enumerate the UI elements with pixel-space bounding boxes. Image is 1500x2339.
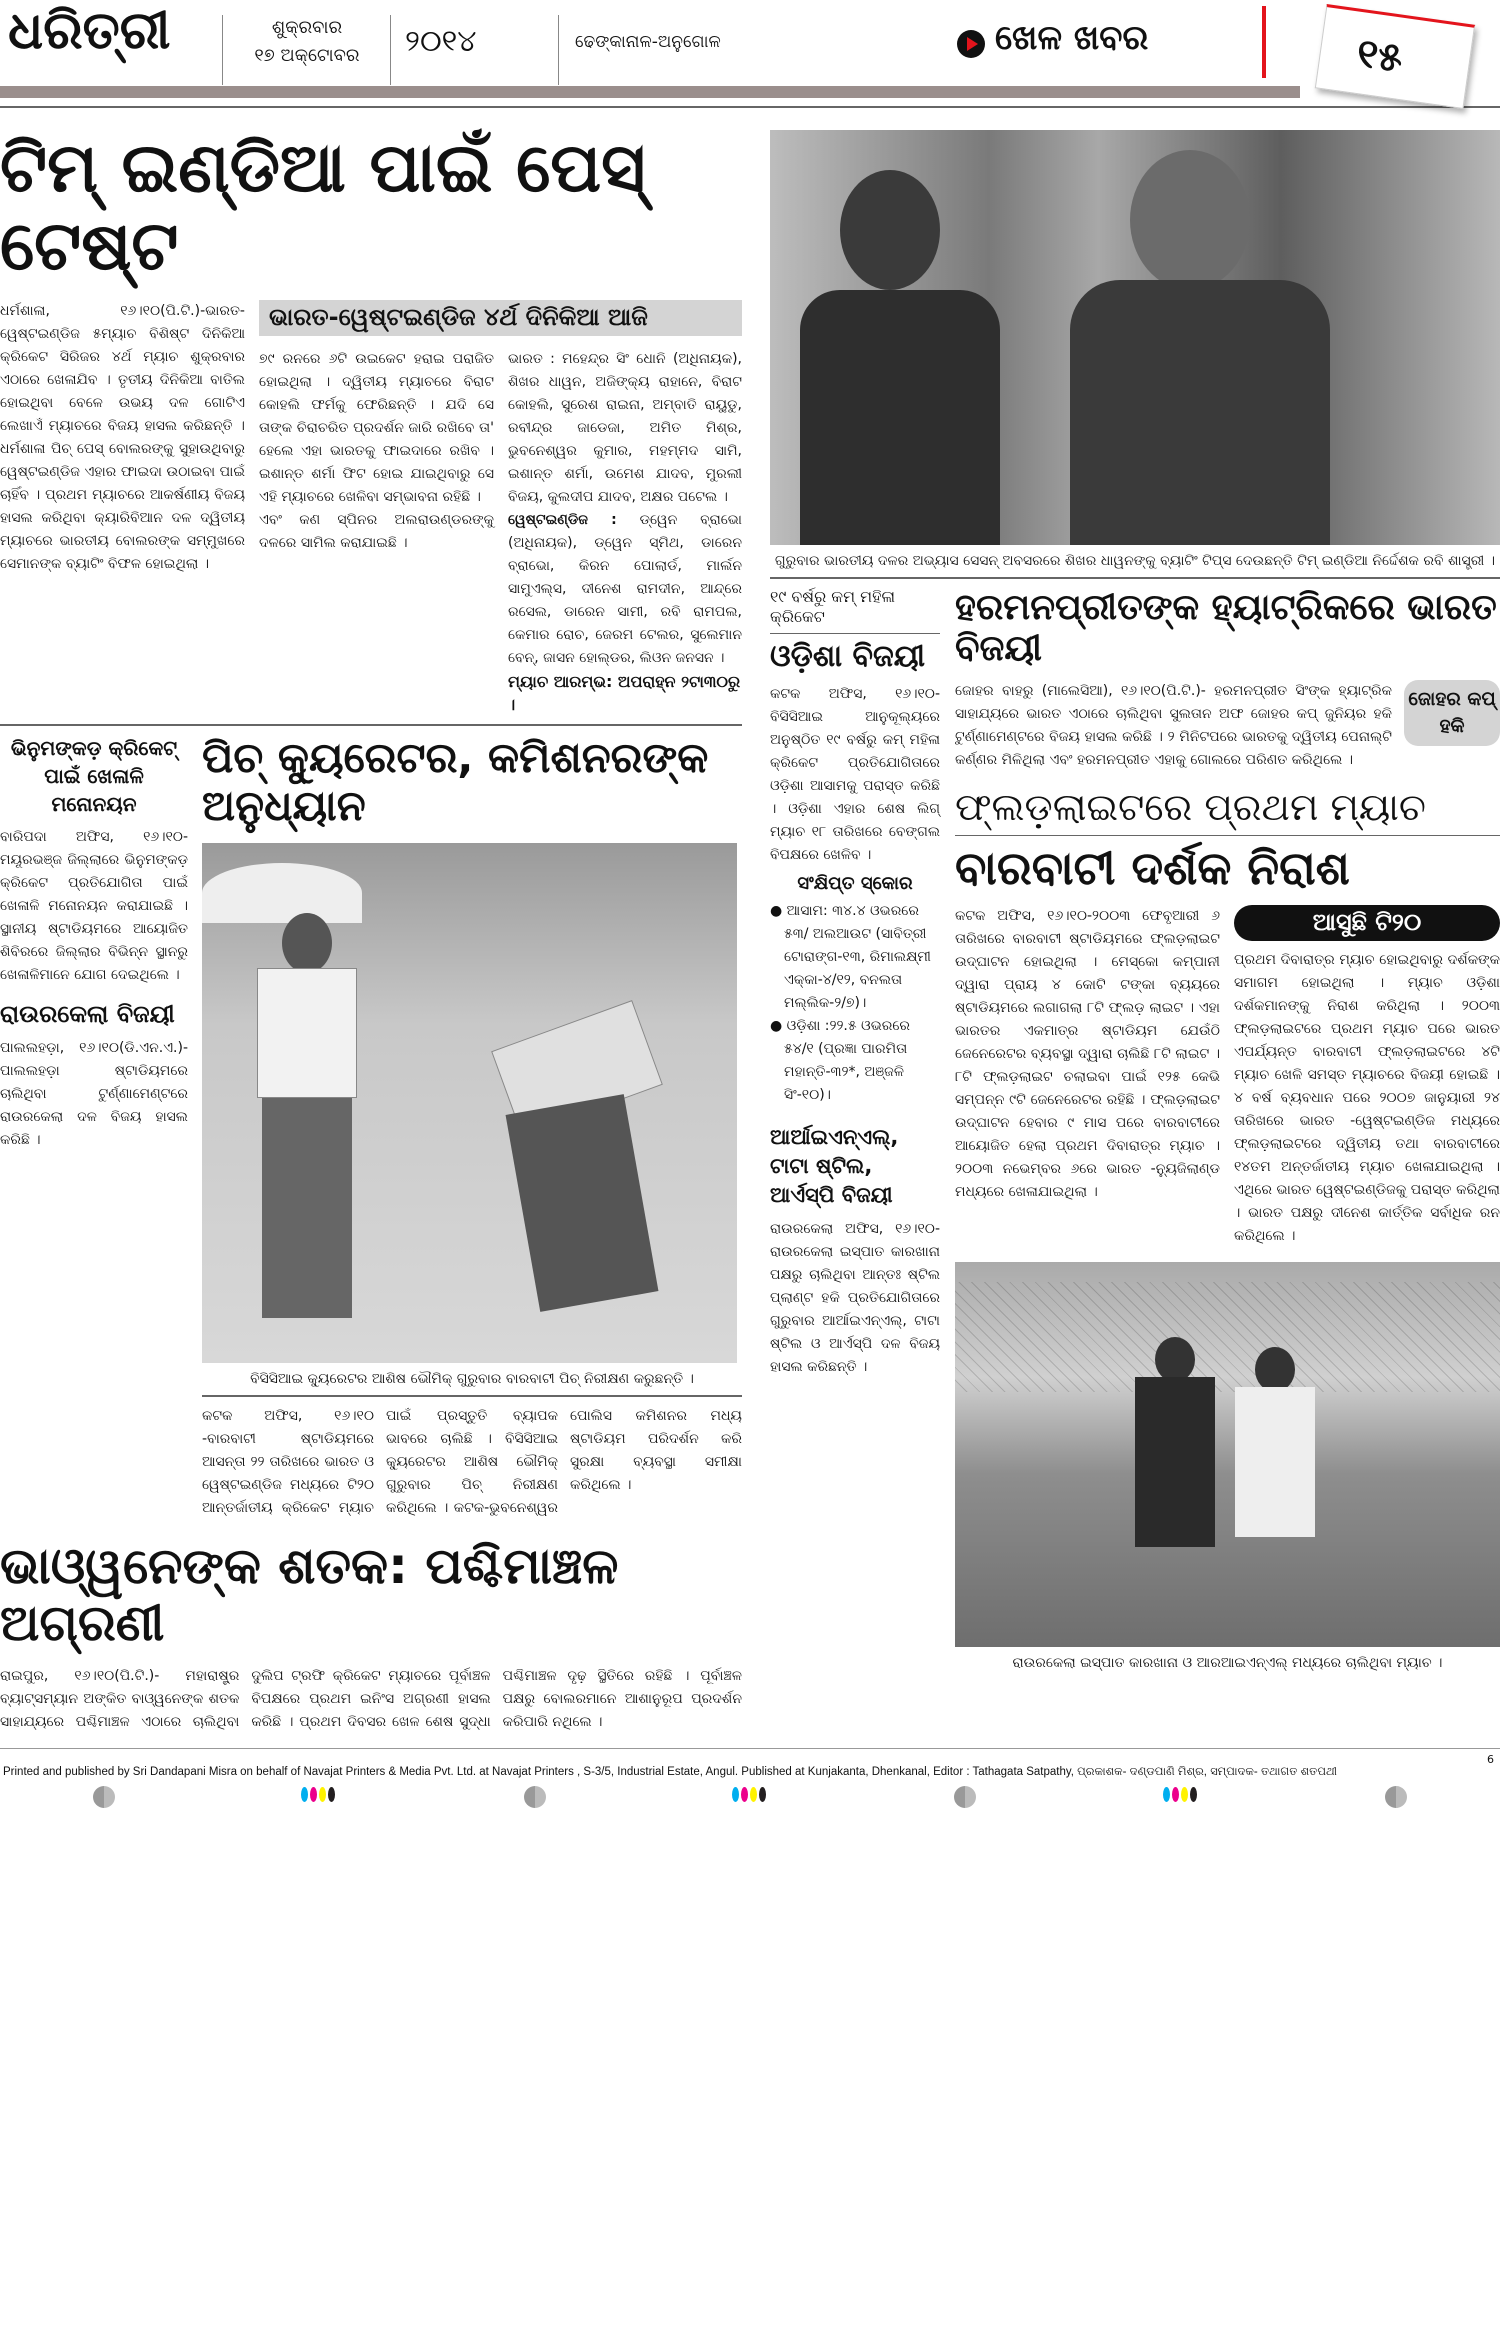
masthead-logo: ଧରିତ୍ରୀ xyxy=(8,0,171,61)
rourkela-text: ପାଲଲହଡ଼ା, ୧୬।୧୦(ଡି.ଏନ.ଏ.)- ପାଲଲହଡ଼ା ଷ୍ଟାଡିୟମରେ ଚାଲିଥିବା ଟୁର୍ଣ୍ଣାମେଣ୍ଟରେ ରାଉରକେଲା ଦଳ ବିଜୟ ହାସଲ କରିଛି । xyxy=(0,1039,188,1148)
harman-headline: ହରମନପ୍ରୀତଙ୍କ ହ୍ୟାଟ୍ରିକରେ ଭାରତ ବିଜୟୀ xyxy=(955,587,1497,670)
right-wide-col xyxy=(955,587,1500,1679)
odisha-text: କଟକ ଅଫିସ, ୧୬।୧୦- ବିସିସିଆଇ ଆନୁକୂଲ୍ୟରେ ଅନୁଷ୍ଠିତ ୧୯ ବର୍ଷରୁ କମ୍ ମହିଳା କ୍ରିକେଟ ପ୍ରତିଯୋଗିତାରେ ଓଡ଼ିଶା ଆସାମକୁ ପରାସ୍ତ କରିଛି । ଓଡ଼ିଶା ଏହାର ଶେଷ ଲିଗ୍ ମ୍ୟାଚ ୧୮ ତାରିଖରେ ବେଙ୍ଗଲ ବିପକ୍ଷରେ ଖେଳିବ । xyxy=(770,685,940,863)
lead-subhead: ଭାରତ-ୱେଷ୍ଟଇଣ୍ଡିଜ ୪ର୍ଥ ଦିନିକିଆ ଆଜି xyxy=(259,300,742,336)
t20-badge: ଆସୁଛି ଟି୨୦ xyxy=(1234,905,1500,941)
divider xyxy=(558,15,559,85)
odisha-kicker: ୧୯ ବର୍ଷରୁ କମ୍ ମହିଳା କ୍ରିକେଟ xyxy=(770,587,896,626)
match-time: ମ୍ୟାଚ ଆରମ୍ଭ: ଅପରାହ୍ନ ୨ଟା୩୦ରୁ । xyxy=(508,671,741,714)
imprint: Printed and published by Sri Dandapani Misra on behalf of Navajat Printers & Media Pvt. Ltd. at Navajat Printers , S-3/5, Industrial Estate, Angul. Published at Kunjakanta, Dhenkanal, Editor : Tathagata Satpathy, ପ୍ରକାଶକ- ଦଣ୍ଡପାଣି ମିଶ୍ର, ସମ୍ପାଦକ- ତଥାଗତ ଶତପଥୀ xyxy=(3,1765,1338,1778)
page-number: ୧୫ xyxy=(1353,29,1406,82)
registration-mark xyxy=(524,1786,546,1808)
right-row xyxy=(770,587,1500,1679)
left-half xyxy=(0,130,742,1734)
photo-curator xyxy=(202,843,737,1363)
pitch-story xyxy=(202,734,742,1520)
color-bar xyxy=(301,1787,337,1806)
divider xyxy=(222,15,223,85)
score-item: ● ଆସାମ: ୩୪.୪ ଓଭରରେ ୫୩/ ଅଲଆଉଟ (ସାବିତ୍ରୀ ଟୋରାଙ୍ଗ-୧୩, ରିମାଲକ୍ଷ୍ମୀ ଏକ୍କା-୪/୧୨, ବନଲତା ମଲ୍ଲିକ-୨/୭)। xyxy=(770,902,931,1011)
masthead xyxy=(0,0,1500,118)
lead-right xyxy=(259,300,742,716)
rule xyxy=(202,1395,742,1397)
lead-col3 xyxy=(508,348,742,716)
date: ୧୭ ଅକ୍ଟୋବର xyxy=(254,45,360,66)
harman-text: ଜୋହର ବାହରୁ (ମାଲେସିଆ), ୧୬।୧୦(ପି.ଟି.)- ହରମନପ୍ରୀତ ସିଂଙ୍କ ହ୍ୟାଟ୍ରିକ ସାହାଯ୍ୟରେ ଭାରତ ଏଠାରେ ଚାଲିଥିବା ସୁଲତାନ ଅଫ ଜୋହର କପ୍ ଜୁନିୟର ହକି ଟୁର୍ଣ୍ଣାମେଣ୍ଟରେ ବିଜୟ ହାସଲ କରିଛି । ୨ ମିନିଟପରେ ଭାରତକୁ ଦ୍ୱିତୀୟ ପେନାଲ୍ଟି କର୍ଣ୍ଣର ମିଳିଥିଲା ଏବଂ ହରମନପ୍ରୀତ ଏହାକୁ ଗୋଲରେ ପରିଣତ କରିଥିଲେ । xyxy=(955,682,1392,768)
photo-hockey xyxy=(955,1262,1500,1647)
registration-mark xyxy=(93,1786,115,1808)
score-title: ସଂକ୍ଷିପ୍ତ ସ୍କୋର xyxy=(797,872,913,894)
score-text: ଓଡ଼ିଶା :୨୨.୫ ଓଭରରେ ୫୪/୧ (ପ୍ରଜ୍ଞା ପାରମିତା ମହାନ୍ତି-୩୨*, ଅଞ୍ଜଳି ସିଂ-୧୦)। xyxy=(784,1017,910,1103)
score-text: ଆସାମ: ୩୪.୪ ଓଭରରେ ୫୩/ ଅଲଆଉଟ (ସାବିତ୍ରୀ ଟୋରାଙ୍ଗ-୧୩, ରିମାଲକ୍ଷ୍ମୀ ଏକ୍କା-୪/୧୨, ବନଲତା ମଲ୍ଲିକ-୨/୭)। xyxy=(784,902,931,1011)
india-squad: ଭାରତ : ମହେନ୍ଦ୍ର ସିଂ ଧୋନି (ଅଧିନାୟକ), ଶିଖର ଧାୱନ, ଅଜିଙ୍କ୍ୟ ରାହାନେ, ବିରାଟ କୋହଲି, ସୁରେଶ ରାଇନା, ଅମ୍ବାତି ରାୟୁଡୁ, ରବୀନ୍ଦ୍ର ଜାଡେଜା, ଅମିତ ମିଶ୍ର, ଭୁବନେଶ୍ୱର କୁମାର, ମହମ୍ମଦ ସାମି, ଇଶାନ୍ତ ଶର୍ମା, ଉମେଶ ଯାଦବ, ମୁରଲୀ ବିଜୟ, କୁଲଦୀପ ଯାଦବ, ଅକ୍ଷର ପଟେଲ । xyxy=(508,350,742,505)
color-bar xyxy=(1163,1787,1199,1806)
lead-headline: ଟିମ୍ ଇଣ୍ଡିଆ ପାଇଁ ପେସ୍ ଟେଷ୍ଟ xyxy=(0,129,646,287)
vinoo-text: ବାରିପଦା ଅଫିସ, ୧୬।୧୦- ମୟୂରଭଞ୍ଜ ଜିଲ୍ଲାରେ ଭିନୁମଙ୍କଡ଼ କ୍ରିକେଟ ପ୍ରତିଯୋଗିତା ପାଇଁ ଖେଳାଳି ମନୋନୟନ କରାଯାଇଛି । ସ୍ଥାନୀୟ ଷ୍ଟାଡିୟମରେ ଆୟୋଜିତ ଶିବିରରେ ଜିଲ୍ଲାର ବିଭିନ୍ନ ସ୍ଥାନରୁ ଖେଳାଳିମାନେ ଯୋଗ ଦେଇଥିଲେ । xyxy=(0,828,188,983)
year: ୨୦୧୪ xyxy=(405,24,477,59)
lead-col2 xyxy=(259,348,494,716)
edition: ଢେଙ୍କାନାଳ-ଅନୁଗୋଳ xyxy=(575,32,721,52)
divider xyxy=(390,15,391,85)
mid-left xyxy=(0,734,742,1520)
floodlight-cols xyxy=(955,905,1500,1248)
floodlight-col2-wrap xyxy=(1234,905,1500,1248)
score-item: ● ଓଡ଼ିଶା :୨୨.୫ ଓଭରରେ ୫୪/୧ (ପ୍ରଜ୍ଞା ପାରମିତା ମହାନ୍ତି-୩୨*, ଅଞ୍ଜଳି ସିଂ-୧୦)। xyxy=(770,1017,910,1103)
floodlight-text-col2: ପ୍ରଥମ ଦିବାରାତ୍ର ମ୍ୟାଚ ହୋଇଥିବାରୁ ଦର୍ଶକଙ୍କ ସମାଗମ ହୋଇଥିଲା । ମ୍ୟାଚ ଓଡ଼ିଶା ଦର୍ଶକମାନଙ୍କୁ ନିରାଶ କରିଥିଲା । ୨୦୦୩ ଫ୍ଲଡ଼ଲାଇଟରେ ପ୍ରଥମ ମ୍ୟାଚ ପରେ ଭାରତ ଏପର୍ଯ୍ୟନ୍ତ ବାରବାଟୀ ଫ୍ଲଡ଼ଲାଇଟରେ ୪ଟି ମ୍ୟାଚ ଖେଳି ସମସ୍ତ ମ୍ୟାଚରେ ବିଜୟୀ ହୋଇଛି । ୪ ବର୍ଷ ବ୍ୟବଧାନ ପରେ ୨୦୦୭ ଜାନୁୟାରୀ ୨୪ ତାରିଖରେ ଭାରତ -ୱେଷ୍ଟଇଣ୍ଡିଜ ମଧ୍ୟରେ ଫ୍ଲଡ଼ଲାଇଟରେ ଦ୍ୱିତୀୟ ତଥା ବାରବାଟୀରେ ୧୪ତମ ଅନ୍ତର୍ଜାତୀୟ ମ୍ୟାଚ ଖେଳାଯାଇଥିଲା । ଏଥିରେ ଭାରତ ୱେଷ୍ଟଇଣ୍ଡିଜକୁ ପରାସ୍ତ କରିଥିଲା । ଭାରତ ପକ୍ଷରୁ ଦୀନେଶ କାର୍ତ୍ତିକ ସର୍ବାଧିକ ରନ କରିଥିଲେ । xyxy=(1234,951,1500,1244)
photo1-caption: ଗୁରୁବାର ଭାରତୀୟ ଦଳର ଅଭ୍ୟାସ ସେସନ୍ ଅବସରରେ ଶିଖର ଧାୱନଙ୍କୁ ବ୍ୟାଟିଂ ଟିପ୍ସ ଦେଉଛନ୍ତି ଟିମ୍ ଇଣ୍ଡିଆ ନିର୍ଦ୍ଦେଶକ ରବି ଶାସ୍ତ୍ରୀ । xyxy=(774,553,1496,569)
floodlight-text-col1: କଟକ ଅଫିସ, ୧୬।୧୦-୨୦୦୩ ଫେବୃଆରୀ ୬ ତାରିଖରେ ବାରବାଟୀ ଷ୍ଟାଡିୟମରେ ଫ୍ଲଡ଼ଲାଇଟ ଉଦ୍‌ଘାଟନ ହୋଇଥିଲା । ମେସ୍କୋ କମ୍ପାନୀ ଦ୍ୱାରା ପ୍ରାୟ ୪ କୋଟି ଟଙ୍କା ବ୍ୟୟରେ ଷ୍ଟାଡିୟମରେ ଲଗାଗଲା ୮ଟି ଫ୍ଲଡ଼ ଲାଇଟ । ଏହା ଭାରତର ଏକମାତ୍ର ଷ୍ଟାଡିୟମ ଯେଉଁଠି ଜେନେରେଟର ବ୍ୟବସ୍ଥା ଦ୍ୱାରା ଚାଲିଛି ୮ଟି ଲାଇଟ । ୮ଟି ଫ୍ଲଡ଼ଲାଇଟ ଚଲାଇବା ପାଇଁ ୧୨୫ କେଭି ସମ୍ପନ୍ନ ୯ଟି ଜେନେରେଟର ରହିଛି । ଫ୍ଲଡ଼ଲାଇଟ ଉଦ୍‌ଘାଟନ ହେବାର ୯ ମାସ ପରେ ବାରବାଟୀରେ ଆୟୋଜିତ ହେଲା ପ୍ରଥମ ଦିବାରାତ୍ର ମ୍ୟାଚ । ୨୦୦୩ ନଭେମ୍ବର ୬ରେ ଭାରତ -ନ୍ୟୁଜିଲାଣ୍ଡ ମଧ୍ୟରେ ଖେଳାଯାଇଥିଲା । xyxy=(955,908,1220,1201)
wi-squad: ଡ୍ୱେନ ବ୍ରାଭୋ (ଅଧିନାୟକ), ଡ୍ୱେନ ସ୍ମିଥ, ଡାରେନ ବ୍ରାଭୋ, କିରନ ପୋଲାର୍ଡ, ମାର୍ଲନ ସାମୁଏଲ୍ସ, ଦୀନେଶ ରାମଦୀନ, ଆନ୍ଦ୍ରେ ରସେଲ, ଡାରେନ ସାମୀ, ରବି ରାମପଲ, କେମାର ରୋଚ, ଜେରମ ଟେଲର, ସୁଲେମାନ ବେନ୍, ଜାସନ ହୋଲ୍ଡର, ଲିଓନ ଜନସନ । xyxy=(508,511,742,666)
lead-text: ୭୯ ରନରେ ୬ଟି ଉଇକେଟ ହରାଇ ପରାଜିତ ହୋଇଥିଲା । ଦ୍ୱିତୀୟ ମ୍ୟାଚରେ ବିରାଟ କୋହଲି ଫର୍ମକୁ ଫେରିଛନ୍ତି । ଯଦି ସେ ତାଙ୍କ ଚିରାଚରିତ ପ୍ରଦର୍ଶନ ଜାରି ରଖିବେ ତା' ହେଲେ ଏହା ଭାରତକୁ ଫାଇଦାରେ ରଖିବ । ଇଶାନ୍ତ ଶର୍ମା ଫିଟ ହୋଇ ଯାଇଥିବାରୁ ସେ ଏହି ମ୍ୟାଚରେ ଖେଳିବା ସମ୍ଭାବନା ରହିଛି । xyxy=(259,350,494,505)
lead-text: ଧର୍ମଶାଳା, ୧୬।୧୦(ପି.ଟି.)-ଭାରତ-ୱେଷ୍ଟଇଣ୍ଡିଜ ୫ମ୍ୟାଚ ବିଶିଷ୍ଟ ଦିନିକିଆ କ୍ରିକେଟ ସିରିଜର ୪ର୍ଥ ମ୍ୟାଚ ଶୁକ୍ରବାର ଏଠାରେ ଖେଳାଯିବ । ତୃତୀୟ ଦିନିକିଆ ବାତିଲ ହୋଇଥିବା ବେଳେ ଉଭୟ ଦଳ ଗୋଟିଏ ଲେଖାଏଁ ମ୍ୟାଚରେ ବିଜୟ ହାସଲ କରିଛନ୍ତି । ଧର୍ମଶାଳା ପିଚ୍ ପେସ୍ ବୋଲରଙ୍କୁ ସୁହାଉଥିବାରୁ ୱେଷ୍ଟଇଣ୍ଡିଜ ଏହାର ଫାଇଦା ଉଠାଇବା ପାଇଁ ଚାହିଁବ । ପ୍ରଥମ ମ୍ୟାଚରେ ଆକର୍ଷଣୀୟ ବିଜୟ ହାସଲ କରିଥିବା କ୍ୟାରିବିଆନ ଦଳ ଦ୍ୱିତୀୟ ମ୍ୟାଚରେ ଭାରତୀୟ ବୋଲରଙ୍କ ସମ୍ମୁଖରେ ସେମାନଙ୍କ ବ୍ୟାଟିଂ ବିଫଳ ହୋଇଥିଲା । xyxy=(0,303,245,573)
date-block xyxy=(232,14,382,70)
pitch-text: କଟକ ଅଫିସ, ୧୬।୧୦ -ବାରବାଟୀ ଷ୍ଟାଡିୟମରେ ଆସନ୍ତା ୨୨ ତାରିଖରେ ଭାରତ ଓ ୱେଷ୍ଟଇଣ୍ଡିଜ ମଧ୍ୟରେ ଟି୨୦ ଆନ୍ତର୍ଜାତୀୟ କ୍ରିକେଟ ମ୍ୟାଚ ପାଇଁ ପ୍ରସ୍ତୁତି ବ୍ୟାପକ ଭାବରେ ଚାଲିଛି । ବିସିସିଆଇ କ୍ୟୁରେଟର ଆଶିଷ ଭୌମିକ୍ ଗୁରୁବାର ପିଚ୍ ନିରୀକ୍ଷଣ କରିଥିଲେ । କଟକ-ଭୁବନେଶ୍ୱର ପୋଲିସ କମିଶନର ମଧ୍ୟ ଷ୍ଟାଡିୟମ ପରିଦର୍ଶନ କରି ସୁରକ୍ଷା ବ୍ୟବସ୍ଥା ସମୀକ୍ଷା କରିଥିଲେ । xyxy=(202,1407,742,1516)
lead-text: ଏବଂ କଣ ସ୍ପିନର ଅଲରାଉଣ୍ଡରଙ୍କୁ ଦଳରେ ସାମିଲ କରାଯାଇଛି । xyxy=(259,511,494,551)
section-title: ଖେଳ ଖବର xyxy=(995,18,1149,58)
play-icon xyxy=(957,30,985,58)
footer xyxy=(0,1748,1500,1809)
page-body xyxy=(0,118,1500,1734)
hockey-local-headline: ଆର୍ଆଇଏନ୍ଏଲ୍, ଟାଟା ଷ୍ଟିଲ, ଆର୍ଏସ୍ପି ବିଜୟୀ xyxy=(770,1124,899,1207)
odisha-headline: ଓଡ଼ିଶା ବିଜୟୀ xyxy=(770,639,925,674)
floodlight-headline: ଫ୍ଲଡ଼ଲାଇଟରେ ପ୍ରଥମ ମ୍ୟାଚ xyxy=(955,784,1426,829)
rule xyxy=(0,724,742,726)
wi-squad-label: ୱେଷ୍ଟଇଣ୍ଡିଜ : xyxy=(508,511,617,528)
red-rule xyxy=(1262,6,1266,78)
hockey-caption: ରାଉରକେଲା ଇସ୍ପାତ କାରଖାନା ଓ ଆରଆଇଏନ୍ଏଲ୍ ମଧ୍ୟରେ ଚାଲିଥିବା ମ୍ୟାଚ । xyxy=(1012,1654,1443,1671)
west-zone-text: ରାଇପୁର, ୧୬।୧୦(ପି.ଟି.)- ମହାରାଷ୍ଟ୍ର ବ୍ୟାଟ୍ସମ୍ୟାନ ଅଙ୍କିତ ବାଓ୍ୱନେଙ୍କ ଶତକ ସାହାଯ୍ୟରେ ପଶ୍ଚିମାଞ୍ଚଳ ଏଠାରେ ଚାଲିଥିବା ଦୁଲିପ ଟ୍ରଫି କ୍ରିକେଟ ମ୍ୟାଚରେ ପୂର୍ବାଞ୍ଚଳ ବିପକ୍ଷରେ ପ୍ରଥମ ଇନିଂସ ଅଗ୍ରଣୀ ହାସଲ କରିଛି । ପ୍ରଥମ ଦିବସର ଖେଳ ଶେଷ ସୁଦ୍ଧା ପଶ୍ଚିମାଞ୍ଚଳ ଦୃଢ଼ ସ୍ଥିତିରେ ରହିଛି । ପୂର୍ବାଞ୍ଚଳ ପକ୍ଷରୁ ବୋଲରମାନେ ଆଶାନୁରୂପ ପ୍ରଦର୍ଶନ କରିପାରି ନଥିଲେ । xyxy=(0,1667,742,1730)
pitch-caption: ବିସିସିଆଇ କ୍ୟୁରେଟର ଆଶିଷ ଭୌମିକ୍ ଗୁରୁବାର ବାରବାଟୀ ପିଚ୍ ନିରୀକ୍ଷଣ କରୁଛନ୍ତି । xyxy=(250,1370,694,1387)
barabati-headline: ବାରବାଟୀ ଦର୍ଶକ ନିରାଶ xyxy=(955,841,1350,896)
header-rule xyxy=(0,106,1500,108)
photo-dhawan-shastri xyxy=(770,130,1500,545)
day: ଶୁକ୍ରବାର xyxy=(271,17,343,38)
lead-cols xyxy=(259,348,742,716)
rule xyxy=(770,633,940,634)
west-zone-headline: ଭାଓ୍ୱନେଙ୍କ ଶତକ: ପଶ୍ଚିମାଞ୍ଚଳ ଅଗ୍ରଣୀ xyxy=(0,1536,619,1653)
right-narrow-col xyxy=(770,587,940,1679)
color-bar xyxy=(732,1787,768,1806)
folio: 6 xyxy=(1487,1752,1494,1766)
rule xyxy=(770,577,1500,579)
lead-col1 xyxy=(0,300,245,716)
hockey-local-text: ରାଉରକେଲା ଅଫିସ, ୧୬।୧୦- ରାଉରକେଲା ଇସ୍ପାତ କାରଖାନା ପକ୍ଷରୁ ଚାଲିଥିବା ଆନ୍ତଃ ଷ୍ଟିଲ ପ୍ଲାଣ୍ଟ ହକି ପ୍ରତିଯୋଗିତାରେ ଗୁରୁବାର ଆର୍ଆଇଏନ୍ଏଲ୍, ଟାଟା ଷ୍ଟିଲ ଓ ଆର୍ଏସ୍ପି ଦଳ ବିଜୟ ହାସଲ କରିଛନ୍ତି । xyxy=(770,1220,940,1375)
rourkela-headline: ରାଉରକେଲା ବିଜୟୀ xyxy=(0,999,175,1028)
registration-mark xyxy=(1385,1786,1407,1808)
page-number-sheet xyxy=(1315,4,1475,109)
left-narrow-col xyxy=(0,734,188,1520)
lead-story xyxy=(0,300,742,716)
vinoo-headline: ଭିନୁମଙ୍କଡ଼ କ୍ରିକେଟ୍ ପାଇଁ ଖେଳାଳି ମନୋନୟନ xyxy=(10,735,178,816)
header-band xyxy=(0,86,1300,98)
rule xyxy=(955,835,1500,836)
registration-mark xyxy=(954,1786,976,1808)
johor-cup-badge: ଜୋହର କପ୍ ହକି xyxy=(1404,680,1500,746)
pitch-headline: ପିଚ୍ କ୍ୟୁରେଟର, କମିଶନରଙ୍କ ଅନୁଧ୍ୟାନ xyxy=(202,732,709,831)
registration-marks xyxy=(0,1785,1500,1809)
right-half xyxy=(770,130,1500,1734)
